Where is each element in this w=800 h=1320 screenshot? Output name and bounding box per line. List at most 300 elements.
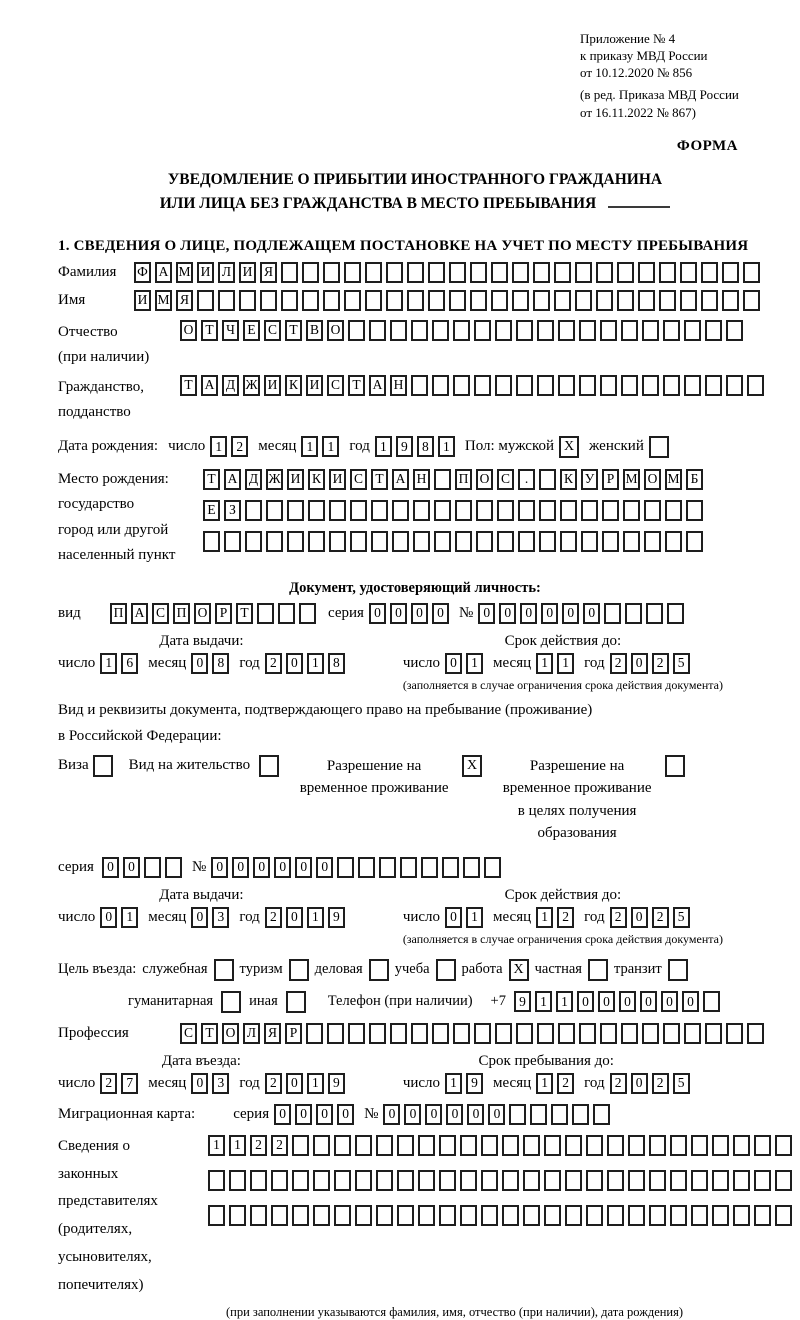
- char-cell[interactable]: [705, 1023, 722, 1044]
- visa-checkbox[interactable]: [93, 755, 113, 777]
- char-cell[interactable]: [665, 531, 682, 552]
- char-cell[interactable]: 8: [417, 436, 434, 457]
- char-cell[interactable]: [439, 1205, 456, 1226]
- char-cell[interactable]: Ч: [222, 320, 239, 341]
- char-cell[interactable]: [474, 320, 491, 341]
- char-cell[interactable]: [460, 1205, 477, 1226]
- char-cell[interactable]: [271, 1205, 288, 1226]
- char-cell[interactable]: [600, 375, 617, 396]
- char-cell[interactable]: [344, 262, 361, 283]
- char-cell[interactable]: [365, 262, 382, 283]
- char-cell[interactable]: [481, 1170, 498, 1191]
- char-cell[interactable]: [397, 1170, 414, 1191]
- char-cell[interactable]: [743, 290, 760, 311]
- char-cell[interactable]: 1: [307, 1073, 324, 1094]
- char-cell[interactable]: 9: [396, 436, 413, 457]
- char-cell[interactable]: [586, 1135, 603, 1156]
- char-cell[interactable]: 0: [274, 1104, 291, 1125]
- char-cell[interactable]: 0: [100, 907, 117, 928]
- char-cell[interactable]: О: [644, 469, 661, 490]
- char-cell[interactable]: А: [224, 469, 241, 490]
- char-cell[interactable]: [453, 1023, 470, 1044]
- char-cell[interactable]: [684, 375, 701, 396]
- char-cell[interactable]: [701, 262, 718, 283]
- char-cell[interactable]: [663, 1023, 680, 1044]
- char-cell[interactable]: [495, 375, 512, 396]
- char-cell[interactable]: [509, 1104, 526, 1125]
- char-cell[interactable]: [250, 1170, 267, 1191]
- char-cell[interactable]: [670, 1205, 687, 1226]
- char-cell[interactable]: 2: [250, 1135, 267, 1156]
- char-cell[interactable]: Т: [285, 320, 302, 341]
- char-cell[interactable]: О: [476, 469, 493, 490]
- char-cell[interactable]: [313, 1170, 330, 1191]
- char-cell[interactable]: 0: [499, 603, 516, 624]
- char-cell[interactable]: Ж: [266, 469, 283, 490]
- char-cell[interactable]: 0: [337, 1104, 354, 1125]
- purpose-work-checkbox[interactable]: X: [509, 959, 529, 981]
- char-cell[interactable]: 0: [102, 857, 119, 878]
- char-cell[interactable]: О: [327, 320, 344, 341]
- char-cell[interactable]: П: [455, 469, 472, 490]
- char-cell[interactable]: [586, 1170, 603, 1191]
- char-cell[interactable]: [287, 531, 304, 552]
- char-cell[interactable]: [726, 1023, 743, 1044]
- char-cell[interactable]: О: [222, 1023, 239, 1044]
- char-cell[interactable]: 1: [210, 436, 227, 457]
- char-cell[interactable]: 2: [231, 436, 248, 457]
- char-cell[interactable]: И: [134, 290, 151, 311]
- char-cell[interactable]: [712, 1135, 729, 1156]
- char-cell[interactable]: [712, 1205, 729, 1226]
- char-cell[interactable]: [418, 1135, 435, 1156]
- gender-female-checkbox[interactable]: [649, 436, 669, 458]
- char-cell[interactable]: [418, 1170, 435, 1191]
- char-cell[interactable]: [348, 1023, 365, 1044]
- char-cell[interactable]: [579, 375, 596, 396]
- char-cell[interactable]: [537, 320, 554, 341]
- char-cell[interactable]: [449, 290, 466, 311]
- char-cell[interactable]: [329, 500, 346, 521]
- char-cell[interactable]: [463, 857, 480, 878]
- char-cell[interactable]: Т: [201, 320, 218, 341]
- char-cell[interactable]: [726, 375, 743, 396]
- char-cell[interactable]: [686, 500, 703, 521]
- char-cell[interactable]: [646, 603, 663, 624]
- char-cell[interactable]: [491, 290, 508, 311]
- purpose-business-checkbox[interactable]: [369, 959, 389, 981]
- char-cell[interactable]: 5: [673, 1073, 690, 1094]
- char-cell[interactable]: [539, 500, 556, 521]
- char-cell[interactable]: 1: [301, 436, 318, 457]
- char-cell[interactable]: [642, 320, 659, 341]
- char-cell[interactable]: 9: [328, 1073, 345, 1094]
- char-cell[interactable]: М: [623, 469, 640, 490]
- purpose-study-checkbox[interactable]: [436, 959, 456, 981]
- char-cell[interactable]: [266, 531, 283, 552]
- char-cell[interactable]: [413, 531, 430, 552]
- char-cell[interactable]: [229, 1170, 246, 1191]
- char-cell[interactable]: [558, 320, 575, 341]
- char-cell[interactable]: [581, 531, 598, 552]
- char-cell[interactable]: [397, 1135, 414, 1156]
- char-cell[interactable]: [299, 603, 316, 624]
- char-cell[interactable]: [659, 262, 676, 283]
- char-cell[interactable]: 0: [432, 603, 449, 624]
- char-cell[interactable]: [638, 290, 655, 311]
- char-cell[interactable]: 0: [286, 907, 303, 928]
- char-cell[interactable]: 1: [556, 991, 573, 1012]
- char-cell[interactable]: [516, 375, 533, 396]
- char-cell[interactable]: [670, 1170, 687, 1191]
- char-cell[interactable]: 6: [121, 653, 138, 674]
- char-cell[interactable]: 0: [295, 1104, 312, 1125]
- char-cell[interactable]: [197, 290, 214, 311]
- purpose-humanitarian-checkbox[interactable]: [221, 991, 241, 1013]
- char-cell[interactable]: [516, 1023, 533, 1044]
- char-cell[interactable]: [722, 290, 739, 311]
- char-cell[interactable]: 0: [390, 603, 407, 624]
- char-cell[interactable]: 0: [583, 603, 600, 624]
- char-cell[interactable]: [642, 1023, 659, 1044]
- char-cell[interactable]: [355, 1205, 372, 1226]
- char-cell[interactable]: [512, 290, 529, 311]
- char-cell[interactable]: [257, 603, 274, 624]
- char-cell[interactable]: Я: [264, 1023, 281, 1044]
- char-cell[interactable]: 0: [520, 603, 537, 624]
- char-cell[interactable]: 8: [212, 653, 229, 674]
- char-cell[interactable]: [565, 1170, 582, 1191]
- char-cell[interactable]: [663, 320, 680, 341]
- char-cell[interactable]: [686, 531, 703, 552]
- char-cell[interactable]: [712, 1170, 729, 1191]
- char-cell[interactable]: 0: [383, 1104, 400, 1125]
- char-cell[interactable]: 1: [121, 907, 138, 928]
- char-cell[interactable]: [670, 1135, 687, 1156]
- char-cell[interactable]: 2: [610, 1073, 627, 1094]
- char-cell[interactable]: 0: [191, 1073, 208, 1094]
- char-cell[interactable]: [754, 1205, 771, 1226]
- char-cell[interactable]: [628, 1135, 645, 1156]
- char-cell[interactable]: [369, 320, 386, 341]
- char-cell[interactable]: 0: [191, 653, 208, 674]
- char-cell[interactable]: [413, 500, 430, 521]
- residence-permit-checkbox[interactable]: [259, 755, 279, 777]
- char-cell[interactable]: 9: [328, 907, 345, 928]
- char-cell[interactable]: [663, 375, 680, 396]
- char-cell[interactable]: [754, 1170, 771, 1191]
- char-cell[interactable]: [523, 1170, 540, 1191]
- char-cell[interactable]: [743, 262, 760, 283]
- char-cell[interactable]: [523, 1135, 540, 1156]
- char-cell[interactable]: [369, 1023, 386, 1044]
- char-cell[interactable]: [533, 262, 550, 283]
- char-cell[interactable]: [379, 857, 396, 878]
- char-cell[interactable]: Р: [285, 1023, 302, 1044]
- char-cell[interactable]: Д: [222, 375, 239, 396]
- char-cell[interactable]: 1: [536, 907, 553, 928]
- char-cell[interactable]: [455, 500, 472, 521]
- char-cell[interactable]: А: [369, 375, 386, 396]
- char-cell[interactable]: 0: [619, 991, 636, 1012]
- char-cell[interactable]: 2: [265, 653, 282, 674]
- char-cell[interactable]: [684, 1023, 701, 1044]
- char-cell[interactable]: 5: [673, 653, 690, 674]
- char-cell[interactable]: [337, 857, 354, 878]
- char-cell[interactable]: 2: [652, 653, 669, 674]
- char-cell[interactable]: [390, 320, 407, 341]
- char-cell[interactable]: [491, 262, 508, 283]
- char-cell[interactable]: К: [285, 375, 302, 396]
- char-cell[interactable]: [625, 603, 642, 624]
- char-cell[interactable]: 0: [404, 1104, 421, 1125]
- char-cell[interactable]: [392, 500, 409, 521]
- char-cell[interactable]: [434, 500, 451, 521]
- char-cell[interactable]: [432, 375, 449, 396]
- char-cell[interactable]: 0: [631, 653, 648, 674]
- char-cell[interactable]: 2: [557, 1073, 574, 1094]
- char-cell[interactable]: [386, 262, 403, 283]
- char-cell[interactable]: [565, 1135, 582, 1156]
- char-cell[interactable]: [680, 262, 697, 283]
- char-cell[interactable]: [565, 1205, 582, 1226]
- char-cell[interactable]: 9: [466, 1073, 483, 1094]
- char-cell[interactable]: 0: [488, 1104, 505, 1125]
- char-cell[interactable]: [350, 500, 367, 521]
- char-cell[interactable]: [747, 1023, 764, 1044]
- char-cell[interactable]: Н: [413, 469, 430, 490]
- char-cell[interactable]: [691, 1135, 708, 1156]
- char-cell[interactable]: [239, 290, 256, 311]
- char-cell[interactable]: С: [264, 320, 281, 341]
- char-cell[interactable]: А: [131, 603, 148, 624]
- char-cell[interactable]: [775, 1170, 792, 1191]
- char-cell[interactable]: М: [155, 290, 172, 311]
- char-cell[interactable]: [250, 1205, 267, 1226]
- char-cell[interactable]: [371, 531, 388, 552]
- char-cell[interactable]: [224, 531, 241, 552]
- char-cell[interactable]: [376, 1170, 393, 1191]
- char-cell[interactable]: 2: [610, 653, 627, 674]
- char-cell[interactable]: [313, 1205, 330, 1226]
- char-cell[interactable]: 0: [316, 1104, 333, 1125]
- char-cell[interactable]: О: [194, 603, 211, 624]
- char-cell[interactable]: [428, 290, 445, 311]
- char-cell[interactable]: О: [180, 320, 197, 341]
- char-cell[interactable]: [355, 1170, 372, 1191]
- char-cell[interactable]: [537, 1023, 554, 1044]
- char-cell[interactable]: [602, 500, 619, 521]
- char-cell[interactable]: 7: [121, 1073, 138, 1094]
- char-cell[interactable]: [334, 1170, 351, 1191]
- char-cell[interactable]: [544, 1170, 561, 1191]
- char-cell[interactable]: 1: [375, 436, 392, 457]
- char-cell[interactable]: [365, 290, 382, 311]
- char-cell[interactable]: [334, 1205, 351, 1226]
- char-cell[interactable]: М: [176, 262, 193, 283]
- char-cell[interactable]: [144, 857, 161, 878]
- char-cell[interactable]: [628, 1205, 645, 1226]
- char-cell[interactable]: [726, 320, 743, 341]
- char-cell[interactable]: 0: [369, 603, 386, 624]
- char-cell[interactable]: [602, 531, 619, 552]
- char-cell[interactable]: Д: [245, 469, 262, 490]
- char-cell[interactable]: И: [306, 375, 323, 396]
- char-cell[interactable]: [439, 1135, 456, 1156]
- char-cell[interactable]: 2: [100, 1073, 117, 1094]
- char-cell[interactable]: 0: [411, 603, 428, 624]
- char-cell[interactable]: [607, 1205, 624, 1226]
- char-cell[interactable]: 0: [286, 1073, 303, 1094]
- char-cell[interactable]: 0: [541, 603, 558, 624]
- char-cell[interactable]: Т: [236, 603, 253, 624]
- char-cell[interactable]: [292, 1135, 309, 1156]
- char-cell[interactable]: Ф: [134, 262, 151, 283]
- char-cell[interactable]: 1: [535, 991, 552, 1012]
- char-cell[interactable]: [691, 1205, 708, 1226]
- char-cell[interactable]: [558, 1023, 575, 1044]
- char-cell[interactable]: Ж: [243, 375, 260, 396]
- char-cell[interactable]: [705, 320, 722, 341]
- char-cell[interactable]: Р: [602, 469, 619, 490]
- char-cell[interactable]: В: [306, 320, 323, 341]
- char-cell[interactable]: [659, 290, 676, 311]
- char-cell[interactable]: 3: [212, 1073, 229, 1094]
- char-cell[interactable]: [376, 1205, 393, 1226]
- purpose-official-checkbox[interactable]: [214, 959, 234, 981]
- char-cell[interactable]: [642, 375, 659, 396]
- char-cell[interactable]: 1: [557, 653, 574, 674]
- char-cell[interactable]: [344, 290, 361, 311]
- char-cell[interactable]: [432, 320, 449, 341]
- char-cell[interactable]: [495, 320, 512, 341]
- char-cell[interactable]: 2: [271, 1135, 288, 1156]
- char-cell[interactable]: [348, 320, 365, 341]
- char-cell[interactable]: [208, 1170, 225, 1191]
- char-cell[interactable]: [604, 603, 621, 624]
- char-cell[interactable]: [705, 375, 722, 396]
- char-cell[interactable]: [323, 262, 340, 283]
- char-cell[interactable]: З: [224, 500, 241, 521]
- char-cell[interactable]: [649, 1205, 666, 1226]
- char-cell[interactable]: [691, 1170, 708, 1191]
- char-cell[interactable]: 1: [536, 653, 553, 674]
- char-cell[interactable]: Т: [371, 469, 388, 490]
- char-cell[interactable]: У: [581, 469, 598, 490]
- char-cell[interactable]: [558, 375, 575, 396]
- char-cell[interactable]: [390, 1023, 407, 1044]
- char-cell[interactable]: [376, 1135, 393, 1156]
- char-cell[interactable]: 1: [438, 436, 455, 457]
- char-cell[interactable]: [245, 500, 262, 521]
- char-cell[interactable]: [411, 1023, 428, 1044]
- char-cell[interactable]: [460, 1170, 477, 1191]
- char-cell[interactable]: [523, 1205, 540, 1226]
- char-cell[interactable]: [407, 262, 424, 283]
- char-cell[interactable]: [397, 1205, 414, 1226]
- char-cell[interactable]: [334, 1135, 351, 1156]
- char-cell[interactable]: 1: [466, 653, 483, 674]
- char-cell[interactable]: [371, 500, 388, 521]
- char-cell[interactable]: [733, 1205, 750, 1226]
- char-cell[interactable]: [644, 500, 661, 521]
- char-cell[interactable]: [281, 262, 298, 283]
- char-cell[interactable]: [476, 500, 493, 521]
- char-cell[interactable]: [544, 1205, 561, 1226]
- char-cell[interactable]: [411, 375, 428, 396]
- char-cell[interactable]: [392, 531, 409, 552]
- char-cell[interactable]: [474, 375, 491, 396]
- char-cell[interactable]: [460, 1135, 477, 1156]
- char-cell[interactable]: 0: [640, 991, 657, 1012]
- char-cell[interactable]: [165, 857, 182, 878]
- char-cell[interactable]: 0: [191, 907, 208, 928]
- char-cell[interactable]: И: [329, 469, 346, 490]
- char-cell[interactable]: [638, 262, 655, 283]
- char-cell[interactable]: 0: [446, 1104, 463, 1125]
- char-cell[interactable]: [703, 991, 720, 1012]
- char-cell[interactable]: [502, 1135, 519, 1156]
- char-cell[interactable]: 0: [478, 603, 495, 624]
- char-cell[interactable]: [208, 1205, 225, 1226]
- purpose-private-checkbox[interactable]: [588, 959, 608, 981]
- char-cell[interactable]: [432, 1023, 449, 1044]
- char-cell[interactable]: [439, 1170, 456, 1191]
- char-cell[interactable]: [245, 531, 262, 552]
- char-cell[interactable]: [495, 1023, 512, 1044]
- char-cell[interactable]: 0: [445, 907, 462, 928]
- char-cell[interactable]: [481, 1205, 498, 1226]
- char-cell[interactable]: 2: [610, 907, 627, 928]
- char-cell[interactable]: [497, 500, 514, 521]
- char-cell[interactable]: [684, 320, 701, 341]
- char-cell[interactable]: [358, 857, 375, 878]
- gender-male-checkbox[interactable]: X: [559, 436, 579, 458]
- char-cell[interactable]: [203, 531, 220, 552]
- char-cell[interactable]: [518, 500, 535, 521]
- char-cell[interactable]: [428, 262, 445, 283]
- char-cell[interactable]: [518, 531, 535, 552]
- char-cell[interactable]: [434, 531, 451, 552]
- char-cell[interactable]: 2: [652, 1073, 669, 1094]
- char-cell[interactable]: [593, 1104, 610, 1125]
- char-cell[interactable]: [533, 290, 550, 311]
- char-cell[interactable]: 0: [253, 857, 270, 878]
- char-cell[interactable]: [400, 857, 417, 878]
- char-cell[interactable]: [560, 500, 577, 521]
- char-cell[interactable]: [260, 290, 277, 311]
- char-cell[interactable]: 0: [425, 1104, 442, 1125]
- char-cell[interactable]: 3: [212, 907, 229, 928]
- char-cell[interactable]: Т: [203, 469, 220, 490]
- char-cell[interactable]: [733, 1170, 750, 1191]
- char-cell[interactable]: 0: [274, 857, 291, 878]
- char-cell[interactable]: [292, 1205, 309, 1226]
- char-cell[interactable]: [308, 531, 325, 552]
- char-cell[interactable]: 0: [562, 603, 579, 624]
- char-cell[interactable]: [271, 1170, 288, 1191]
- char-cell[interactable]: [539, 469, 556, 490]
- char-cell[interactable]: 0: [316, 857, 333, 878]
- char-cell[interactable]: 0: [295, 857, 312, 878]
- char-cell[interactable]: [600, 320, 617, 341]
- char-cell[interactable]: 8: [328, 653, 345, 674]
- char-cell[interactable]: [607, 1135, 624, 1156]
- char-cell[interactable]: [581, 500, 598, 521]
- char-cell[interactable]: [329, 531, 346, 552]
- char-cell[interactable]: [544, 1135, 561, 1156]
- char-cell[interactable]: Л: [243, 1023, 260, 1044]
